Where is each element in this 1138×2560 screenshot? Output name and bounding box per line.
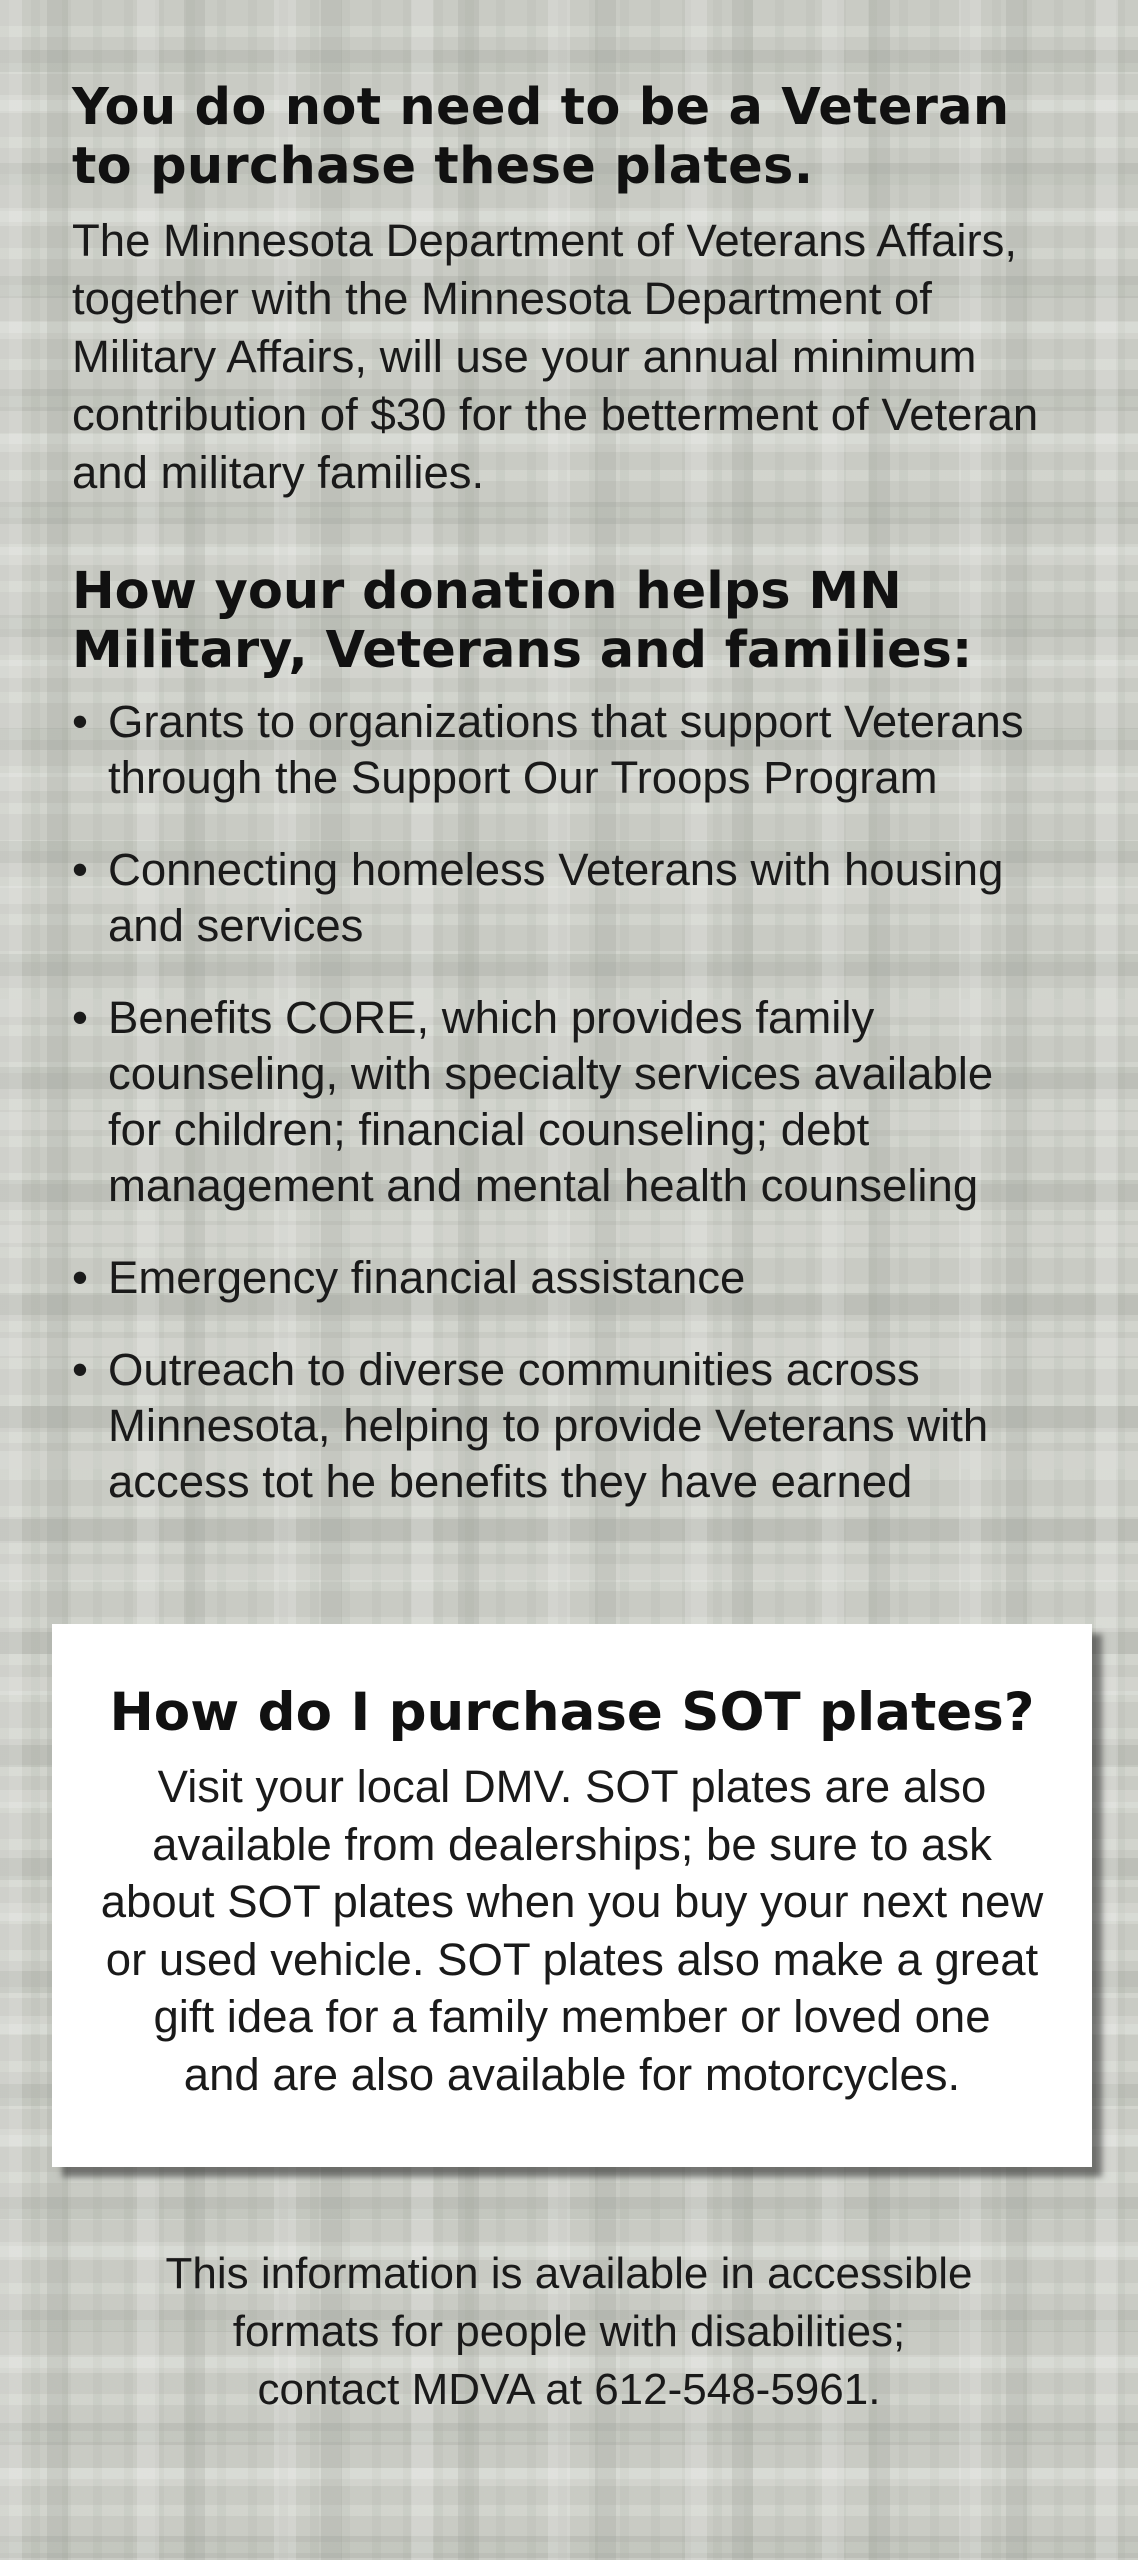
bullet-icon: •	[72, 992, 88, 1043]
purchase-heading: How do I purchase SOT plates?	[109, 1682, 1035, 1743]
list-item-text: Connecting homeless Veterans with housing and services	[108, 844, 1004, 951]
list-item	[72, 694, 1078, 806]
intro-paragraph: The Minnesota Department of Veterans Affairs, together with the Minnesota Department of Military Affairs, will use your annual minimum contribution of $30 for the betterment of Veteran and military families.	[72, 215, 1039, 498]
list-item-text: Emergency financial assistance	[108, 1252, 746, 1303]
bullet-icon: •	[72, 844, 88, 895]
bullet-icon: •	[72, 1344, 88, 1395]
donation-section	[72, 562, 1078, 1546]
donation-benefits-list	[72, 694, 1078, 1510]
purchase-info-box	[52, 1624, 1092, 2167]
list-item	[72, 1250, 1078, 1306]
donation-heading: How your donation helps MN Military, Veterans and families:	[72, 562, 973, 680]
intro-section	[72, 78, 1078, 502]
veteran-not-required-heading: You do not need to be a Veteran to purchase these plates.	[72, 78, 1010, 196]
bullet-icon: •	[72, 696, 88, 747]
list-item-text: Grants to organizations that support Veterans through the Support Our Troops Program	[108, 696, 1024, 803]
bullet-icon: •	[72, 1252, 88, 1303]
accessibility-notice: This information is available in accessible formats for people with disabilities; contact MDVA at 612-548-5961.	[165, 2249, 973, 2414]
list-item	[72, 990, 1078, 1214]
list-item-text: Benefits CORE, which provides family counseling, with specialty services available for children; financial counseling; debt management and mental health counseling	[108, 992, 994, 1211]
purchase-paragraph: Visit your local DMV. SOT plates are also available from dealerships; be sure to ask about SOT plates when you buy your next new or used vehicle. SOT plates also make a great gift idea for a family member or loved one and are also available for motorcycles.	[100, 1761, 1044, 2100]
list-item-text: Outreach to diverse communities across Minnesota, helping to provide Veterans with access tot he benefits they have earned	[108, 1344, 989, 1507]
list-item	[72, 1342, 1078, 1510]
list-item	[72, 842, 1078, 954]
